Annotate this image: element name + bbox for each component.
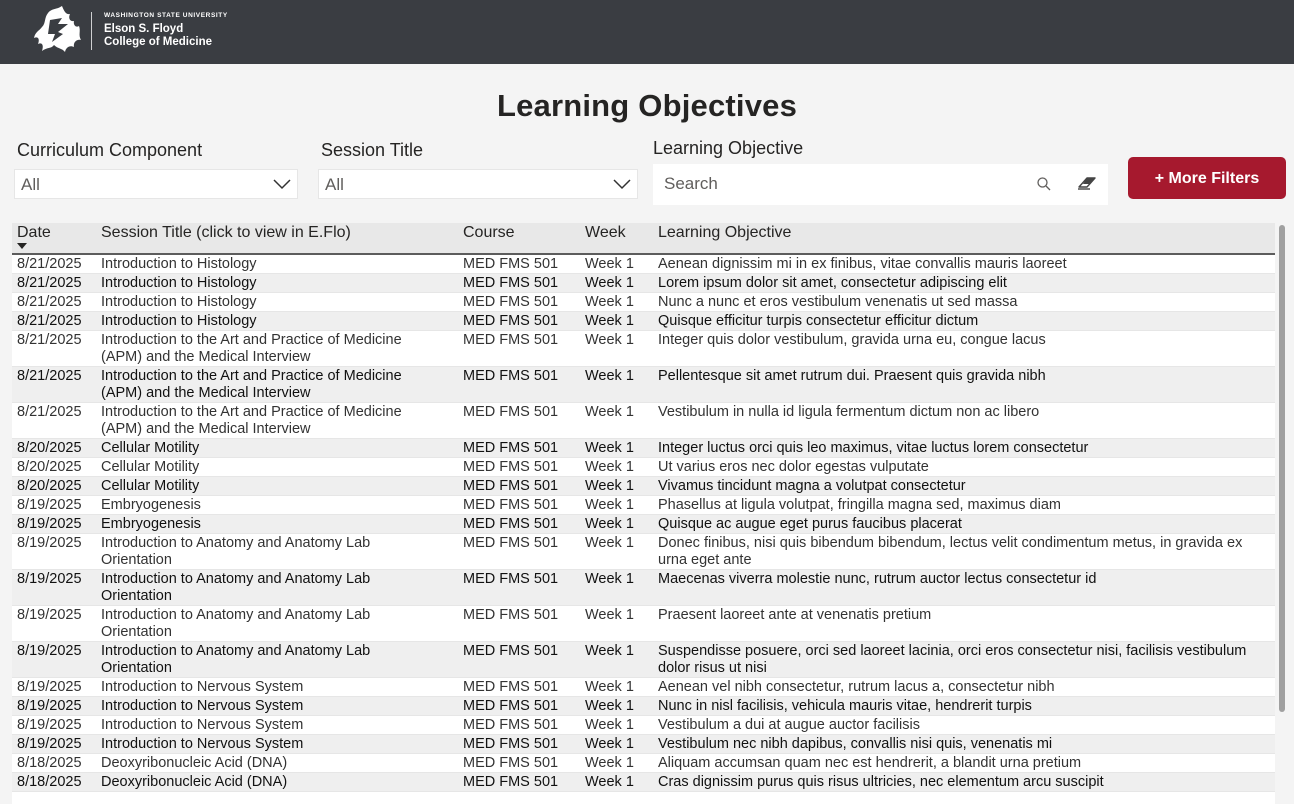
session-title-link[interactable]: Introduction to Anatomy and Anatomy Lab Orientation — [101, 571, 371, 604]
objective-cell: Ut varius eros nec dolor egestas vulputate — [658, 459, 929, 475]
table-row — [12, 496, 1275, 515]
column-header-week[interactable]: Week — [585, 224, 626, 241]
search-icon[interactable] — [1036, 176, 1052, 192]
column-header-objective[interactable]: Learning Objective — [658, 224, 792, 241]
page-title: Learning Objectives — [496, 88, 798, 123]
course-cell: MED FMS 501 — [463, 332, 559, 348]
week-cell: Week 1 — [585, 497, 634, 513]
sort-descending-icon — [17, 243, 27, 249]
date-cell: 8/19/2025 — [17, 607, 82, 623]
week-cell: Week 1 — [585, 736, 634, 752]
course-cell: MED FMS 501 — [463, 535, 559, 551]
date-cell: 8/21/2025 — [17, 275, 82, 291]
week-cell: Week 1 — [585, 256, 634, 272]
session-title-link[interactable]: Embryogenesis — [101, 516, 201, 532]
date-cell: 8/20/2025 — [17, 459, 82, 475]
course-cell: MED FMS 501 — [463, 607, 559, 623]
date-cell: 8/20/2025 — [17, 478, 82, 494]
week-cell: Week 1 — [585, 404, 634, 420]
table-row — [12, 515, 1275, 534]
session-title-link[interactable]: Deoxyribonucleic Acid (DNA) — [101, 755, 288, 771]
table-row — [12, 255, 1275, 274]
week-cell: Week 1 — [585, 698, 634, 714]
session-title-link[interactable]: Cellular Motility — [101, 478, 200, 494]
session-title-link[interactable]: Cellular Motility — [101, 459, 200, 475]
week-cell: Week 1 — [585, 275, 634, 291]
week-cell: Week 1 — [585, 368, 634, 384]
table-row — [12, 403, 1275, 439]
course-cell: MED FMS 501 — [463, 256, 559, 272]
table-row — [12, 606, 1275, 642]
table-row — [12, 754, 1275, 773]
course-cell: MED FMS 501 — [463, 497, 559, 513]
course-cell: MED FMS 501 — [463, 440, 559, 456]
week-cell: Week 1 — [585, 294, 634, 310]
session-title-link[interactable]: Introduction to Histology — [101, 275, 257, 291]
table-row — [12, 642, 1275, 678]
table-row — [12, 458, 1275, 477]
week-cell: Week 1 — [585, 774, 634, 790]
session-filter-label: Session Title — [321, 140, 424, 160]
search-placeholder: Search — [664, 174, 718, 193]
date-cell: 8/19/2025 — [17, 643, 82, 659]
date-cell: 8/19/2025 — [17, 717, 82, 733]
table-scrollbar-thumb[interactable] — [1279, 225, 1285, 712]
week-cell: Week 1 — [585, 679, 634, 695]
table-row — [12, 274, 1275, 293]
objective-filter-label: Learning Objective — [653, 138, 804, 158]
table-body — [12, 255, 1275, 792]
logo-divider — [91, 12, 92, 50]
session-title-link[interactable]: Introduction to Anatomy and Anatomy Lab Orientation — [101, 535, 371, 568]
table-row — [12, 570, 1275, 606]
college-wordmark — [104, 13, 228, 49]
date-cell: 8/19/2025 — [17, 698, 82, 714]
objective-cell: Vestibulum a dui at augue auctor facilisis — [658, 717, 920, 733]
date-cell: 8/18/2025 — [17, 755, 82, 771]
college-name-line1: Elson S. Floyd — [104, 22, 184, 35]
table-row — [12, 293, 1275, 312]
session-title-link[interactable]: Introduction to Histology — [101, 256, 257, 272]
objective-cell: Nunc in nisl facilisis, vehicula mauris vitae, hendrerit turpis — [658, 698, 1032, 714]
course-cell: MED FMS 501 — [463, 698, 559, 714]
column-header-session[interactable]: Session Title (click to view in E.Flo) — [101, 224, 351, 241]
date-cell: 8/18/2025 — [17, 774, 82, 790]
week-cell: Week 1 — [585, 332, 634, 348]
objective-cell: Aenean dignissim mi in ex finibus, vitae convallis mauris laoreet — [658, 256, 1067, 272]
chevron-down-icon — [273, 176, 291, 192]
table-row — [12, 697, 1275, 716]
course-cell: MED FMS 501 — [463, 679, 559, 695]
course-cell: MED FMS 501 — [463, 755, 559, 771]
curriculum-filter-label: Curriculum Component — [17, 140, 203, 160]
session-title-link[interactable]: Introduction to Anatomy and Anatomy Lab Orientation — [101, 607, 371, 640]
objective-cell: Maecenas viverra molestie nunc, rutrum auctor lectus consectetur id — [658, 571, 1097, 587]
session-title-link[interactable]: Introduction to the Art and Practice of Medicine (APM) and the Medical Interview — [101, 332, 402, 365]
objective-cell: Praesent laoreet ante at venenatis pretium — [658, 607, 932, 623]
session-title-link[interactable]: Introduction to the Art and Practice of Medicine (APM) and the Medical Interview — [101, 368, 402, 401]
table-row — [12, 477, 1275, 496]
course-cell: MED FMS 501 — [463, 774, 559, 790]
course-cell: MED FMS 501 — [463, 294, 559, 310]
eraser-icon[interactable] — [1076, 174, 1098, 192]
course-cell: MED FMS 501 — [463, 368, 559, 384]
session-title-link[interactable]: Introduction to Nervous System — [101, 679, 304, 695]
table-row — [12, 439, 1275, 458]
table-row — [12, 534, 1275, 570]
course-cell: MED FMS 501 — [463, 516, 559, 532]
week-cell: Week 1 — [585, 607, 634, 623]
week-cell: Week 1 — [585, 571, 634, 587]
objective-cell: Aliquam accumsan quam nec est hendrerit, a blandit urna pretium — [658, 755, 1082, 771]
objective-cell: Vivamus tincidunt magna a volutpat consectetur — [658, 478, 966, 494]
week-cell: Week 1 — [585, 516, 634, 532]
date-cell: 8/19/2025 — [17, 679, 82, 695]
table-row — [12, 367, 1275, 403]
column-header-date[interactable]: Date — [17, 224, 51, 241]
date-cell: 8/21/2025 — [17, 294, 82, 310]
course-cell: MED FMS 501 — [463, 275, 559, 291]
table-row — [12, 331, 1275, 367]
table-header — [12, 223, 1275, 255]
objectives-table — [12, 223, 1275, 804]
date-cell: 8/21/2025 — [17, 256, 82, 272]
session-title-link[interactable]: Introduction to Histology — [101, 313, 257, 329]
week-cell: Week 1 — [585, 459, 634, 475]
objective-cell: Quisque ac augue eget purus faucibus placerat — [658, 516, 962, 532]
date-cell: 8/21/2025 — [17, 332, 82, 348]
course-cell: MED FMS 501 — [463, 643, 559, 659]
curriculum-dropdown-value: All — [21, 175, 40, 194]
objective-cell: Nunc a nunc et eros vestibulum venenatis ut sed massa — [658, 294, 1018, 310]
session-title-link[interactable]: Cellular Motility — [101, 440, 200, 456]
curriculum-dropdown[interactable] — [14, 169, 298, 199]
university-name: WASHINGTON STATE UNIVERSITY — [104, 12, 228, 19]
course-cell: MED FMS 501 — [463, 459, 559, 475]
date-cell: 8/19/2025 — [17, 535, 82, 551]
table-row — [12, 312, 1275, 331]
session-title-link[interactable]: Introduction to Anatomy and Anatomy Lab Orientation — [101, 643, 371, 676]
objective-cell: Phasellus at ligula volutpat, fringilla magna sed, maximus diam — [658, 497, 1061, 513]
objective-cell: Suspendisse posuere, orci sed laoreet lacinia, orci eros consectetur nisi, facilisis vestibulum dolor risus ut nisi — [658, 643, 1247, 676]
table-row — [12, 773, 1275, 792]
session-title-link[interactable]: Embryogenesis — [101, 497, 201, 513]
week-cell: Week 1 — [585, 643, 634, 659]
objective-cell: Integer quis dolor vestibulum, gravida urna eu, congue lacus — [658, 332, 1046, 348]
more-filters-button[interactable]: + More Filters — [1128, 157, 1286, 199]
objective-cell: Aenean vel nibh consectetur, rutrum lacus a, consectetur nibh — [658, 679, 1055, 695]
app-header — [0, 0, 1294, 64]
date-cell: 8/19/2025 — [17, 497, 82, 513]
course-cell: MED FMS 501 — [463, 717, 559, 733]
week-cell: Week 1 — [585, 535, 634, 551]
course-cell: MED FMS 501 — [463, 313, 559, 329]
course-cell: MED FMS 501 — [463, 736, 559, 752]
table-row — [12, 716, 1275, 735]
course-cell: MED FMS 501 — [463, 404, 559, 420]
week-cell: Week 1 — [585, 440, 634, 456]
objective-cell: Pellentesque sit amet rutrum dui. Praesent quis gravida nibh — [658, 368, 1046, 384]
session-title-link[interactable]: Introduction to Nervous System — [101, 736, 304, 752]
date-cell: 8/19/2025 — [17, 516, 82, 532]
date-cell: 8/21/2025 — [17, 404, 82, 420]
objective-cell: Lorem ipsum dolor sit amet, consectetur adipiscing elit — [658, 275, 1007, 291]
table-row — [12, 678, 1275, 697]
date-cell: 8/20/2025 — [17, 440, 82, 456]
week-cell: Week 1 — [585, 313, 634, 329]
course-cell: MED FMS 501 — [463, 571, 559, 587]
objective-cell: Vestibulum nec nibh dapibus, convallis nisi quis, venenatis mi — [658, 736, 1053, 752]
session-title-link[interactable]: Introduction to Nervous System — [101, 717, 304, 733]
session-dropdown[interactable] — [318, 169, 638, 199]
session-title-link[interactable]: Introduction to Nervous System — [101, 698, 304, 714]
session-title-link[interactable]: Introduction to the Art and Practice of Medicine (APM) and the Medical Interview — [101, 404, 402, 437]
session-title-link[interactable]: Deoxyribonucleic Acid (DNA) — [101, 774, 288, 790]
objective-cell: Integer luctus orci quis leo maximus, vitae luctus lorem consectetur — [658, 440, 1089, 456]
objective-cell: Quisque efficitur turpis consectetur efficitur dictum — [658, 313, 979, 329]
week-cell: Week 1 — [585, 478, 634, 494]
chevron-down-icon — [613, 176, 631, 192]
college-name-line2: College of Medicine — [104, 36, 212, 48]
column-header-course[interactable]: Course — [463, 224, 515, 241]
course-cell: MED FMS 501 — [463, 478, 559, 494]
week-cell: Week 1 — [585, 755, 634, 771]
objective-cell: Donec finibus, nisi quis bibendum bibendum, lectus velit condimentum metus, in gravida ex urna eget ante — [658, 535, 1243, 568]
session-dropdown-value: All — [325, 175, 344, 194]
date-cell: 8/19/2025 — [17, 736, 82, 752]
table-row — [12, 735, 1275, 754]
date-cell: 8/21/2025 — [17, 313, 82, 329]
week-cell: Week 1 — [585, 717, 634, 733]
objective-cell: Cras dignissim purus quis risus ultricies, nec elementum arcu suscipit — [658, 774, 1104, 790]
date-cell: 8/21/2025 — [17, 368, 82, 384]
session-title-link[interactable]: Introduction to Histology — [101, 294, 257, 310]
cougar-head-logo — [32, 4, 84, 54]
objective-cell: Vestibulum in nulla id ligula fermentum dictum non ac libero — [658, 404, 1040, 420]
date-cell: 8/19/2025 — [17, 571, 82, 587]
